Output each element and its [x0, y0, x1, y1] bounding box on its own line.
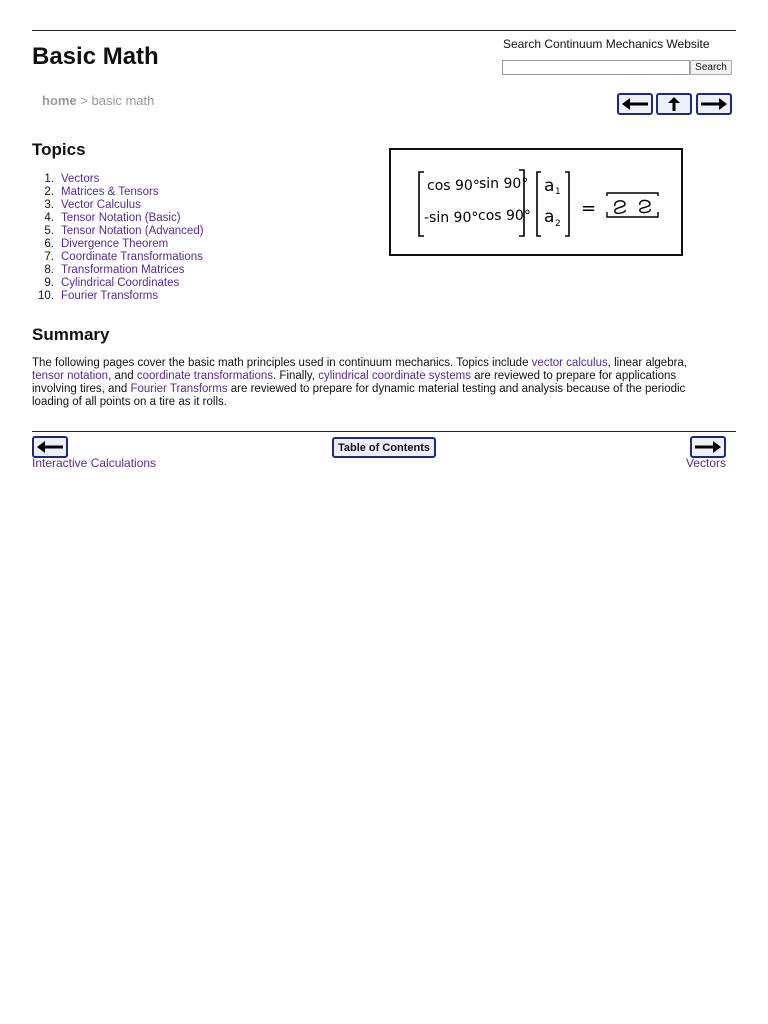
list-number: 9.: [44, 277, 54, 289]
footer-next-button[interactable]: [690, 436, 726, 458]
breadcrumb-home-link[interactable]: home: [42, 93, 77, 108]
summary-text-part: , and: [108, 370, 137, 382]
topic-link-fourier-transforms[interactable]: Fourier Transforms: [61, 290, 159, 302]
vector-calculus-link[interactable]: vector calculus: [531, 357, 608, 369]
summary-text-part: . Finally,: [273, 370, 319, 382]
summary-paragraph: [32, 357, 722, 409]
list-item: [32, 199, 204, 212]
list-item: [32, 264, 204, 277]
list-item: [32, 225, 204, 238]
arrow-right-icon: [700, 97, 728, 111]
tensor-notation-link[interactable]: tensor notation: [32, 370, 109, 382]
vector-subscript-1: 1: [555, 187, 561, 197]
list-item: [32, 251, 204, 264]
cylindrical-coordinate-systems-link[interactable]: cylindrical coordinate systems: [318, 370, 471, 382]
arrow-left-icon: [36, 440, 64, 454]
list-item: [32, 238, 204, 251]
rotation-matrix-drawing: [391, 150, 681, 254]
summary-heading: Summary: [32, 325, 110, 344]
search-input[interactable]: [502, 60, 690, 75]
summary-text-part: The following pages cover the basic math principles used in continuum mechanics. Topics include: [32, 357, 532, 369]
vector-entry-2: a: [544, 207, 555, 227]
topic-link-divergence-theorem[interactable]: Divergence Theorem: [61, 238, 169, 250]
table-of-contents-button[interactable]: Table of Contents: [332, 437, 436, 458]
previous-page-button[interactable]: [617, 93, 653, 115]
topic-link-coordinate-transformations[interactable]: Coordinate Transformations: [61, 251, 203, 263]
list-number: 10.: [38, 290, 54, 302]
page-title: Basic Math: [32, 43, 159, 70]
topic-link-tensor-notation-advanced[interactable]: Tensor Notation (Advanced): [61, 225, 204, 237]
result-scribble-1: [615, 201, 625, 213]
breadcrumb-current: basic math: [91, 93, 155, 108]
list-number: 7.: [44, 251, 54, 263]
summary-text-part: , linear algebra,: [607, 357, 688, 369]
arrow-left-icon: [621, 97, 649, 111]
topic-link-vectors[interactable]: Vectors: [61, 173, 100, 185]
matrix-entry-21: -sin 90°: [424, 210, 479, 226]
list-item: [32, 173, 204, 186]
topic-link-transformation-matrices[interactable]: Transformation Matrices: [61, 264, 185, 276]
footer-previous-button[interactable]: [32, 436, 68, 458]
topic-link-tensor-notation-basic[interactable]: Tensor Notation (Basic): [61, 212, 181, 224]
vector-entry-1: a: [544, 176, 555, 196]
equals-sign: =: [581, 198, 597, 219]
result-bottom-bracket: [607, 212, 658, 217]
result-scribble-2: [640, 200, 650, 212]
top-divider: [32, 30, 736, 31]
previous-page-link[interactable]: Interactive Calculations: [32, 456, 157, 470]
search-button[interactable]: Search: [690, 60, 732, 75]
matrix-left-bracket: [419, 172, 424, 236]
topic-link-vector-calculus[interactable]: Vector Calculus: [61, 199, 141, 211]
list-item: [32, 290, 204, 303]
list-number: 2.: [44, 186, 54, 198]
arrow-right-icon: [694, 440, 722, 454]
parent-page-button[interactable]: [656, 93, 692, 115]
topic-link-cylindrical-coordinates[interactable]: Cylindrical Coordinates: [61, 277, 180, 289]
coordinate-transformations-link[interactable]: coordinate transformations: [136, 370, 274, 382]
breadcrumb: [42, 93, 154, 108]
vector-right-bracket: [565, 172, 569, 236]
breadcrumb-separator: >: [80, 93, 88, 108]
search-label: Search Continuum Mechanics Website: [503, 37, 710, 51]
matrix-entry-22: cos 90°: [478, 208, 531, 224]
list-number: 1.: [44, 173, 54, 185]
next-page-button[interactable]: [696, 93, 732, 115]
topics-heading: Topics: [32, 140, 86, 159]
vector-subscript-2: 2: [555, 219, 561, 229]
summary-text-part: are reviewed to prepare for dynamic material testing and analysis because of the periodic loading of all points on a tire as it rolls.: [32, 383, 686, 408]
list-number: 6.: [44, 238, 54, 250]
matrix-entry-11: cos 90°: [427, 178, 480, 194]
topic-link-matrices-tensors[interactable]: Matrices & Tensors: [61, 186, 159, 198]
vector-left-bracket: [537, 172, 541, 236]
list-number: 4.: [44, 212, 54, 224]
list-item: [32, 212, 204, 225]
next-page-link[interactable]: Vectors: [685, 456, 726, 470]
rotation-matrix-figure: [389, 148, 683, 256]
list-number: 8.: [44, 264, 54, 276]
matrix-entry-12: sin 90°: [479, 176, 529, 192]
list-item: [32, 277, 204, 290]
result-top-bracket: [607, 193, 658, 196]
bottom-divider: [32, 431, 736, 432]
arrow-up-icon: [667, 96, 681, 112]
topic-list: [32, 173, 204, 303]
summary-text-part: are reviewed to prepare for applications involving tires, and: [32, 370, 677, 395]
list-number: 3.: [44, 199, 54, 211]
list-item: [32, 186, 204, 199]
fourier-transforms-link[interactable]: Fourier Transforms: [130, 383, 228, 395]
list-number: 5.: [44, 225, 54, 237]
